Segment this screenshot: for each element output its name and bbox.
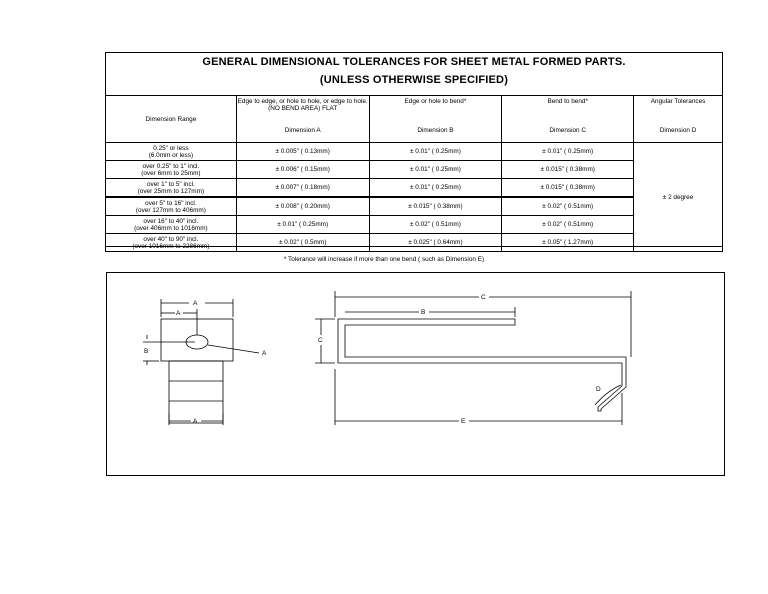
dim-b-cell: ± 0.01" ( 0.25mm) [369, 179, 502, 198]
dim-b-cell: ± 0.015" ( 0.38mm) [369, 197, 502, 216]
table-row [106, 234, 723, 252]
footnote: * Tolerance will increase if more than one bend ( such as Dimension E) [283, 256, 485, 263]
dim-a-cell: ± 0.007" ( 0.18mm) [236, 179, 369, 198]
dim-a-cell: ± 0.006" ( 0.15mm) [236, 161, 369, 179]
range-cell: over 0.25" to 1" incl. (over 6mm to 25mm) [106, 161, 237, 179]
label-c-top: C [481, 294, 486, 301]
label-a-inner: A [176, 310, 181, 317]
range-cell: over 5" to 16" incl. (over 127mm to 406mm) [106, 197, 237, 216]
label-a-bottom: A [193, 418, 198, 425]
dim-a-cell: ± 0.005" ( 0.13mm) [236, 143, 369, 161]
header-dimension-a: Edge to edge, or hole to hole, or edge to hole. (NO BEND AREA) FLAT Dimension A [236, 96, 369, 143]
dim-a-cell: ± 0.02" ( 0.5mm) [236, 234, 369, 252]
dim-b-cell: ± 0.01" ( 0.25mm) [369, 161, 502, 179]
profile-outline [338, 319, 626, 411]
dim-c-cell: ± 0.02" ( 0.51mm) [502, 216, 634, 234]
label-b-flat: B [144, 348, 149, 355]
dimension-diagram [106, 272, 725, 476]
label-c-side: C [318, 337, 323, 344]
range-cell: over 40" to 90" incl. (over 1016mm to 2286mm) [106, 234, 237, 252]
dim-c-cell: ± 0.015" ( 0.38mm) [502, 161, 634, 179]
angular-tolerance-cell: ± 2 degree [634, 143, 723, 252]
table-row [106, 197, 723, 216]
range-cell: over 16" to 40" incl. (over 406mm to 1016mm) [106, 216, 237, 234]
range-cell: 0.25" or less (6.0mm or less) [106, 143, 237, 161]
range-cell: over 1" to 5" incl. (over 25mm to 127mm) [106, 179, 237, 198]
table-row [106, 216, 723, 234]
dim-a-cell: ± 0.008" ( 0.20mm) [236, 197, 369, 216]
dim-a-cell: ± 0.01" ( 0.25mm) [236, 216, 369, 234]
dim-b-cell: ± 0.025" ( 0.64mm) [369, 234, 502, 252]
label-a-hole: A [262, 350, 267, 357]
header-dimension-c: Bend to bend* Dimension C [502, 96, 634, 143]
dim-c-cell: ± 0.01" ( 0.25mm) [502, 143, 634, 161]
tolerance-grid [105, 95, 723, 252]
header-range: Dimension Range [106, 96, 237, 143]
table-row [106, 161, 723, 179]
header-dimension-d: Angular Tolerances Dimension D [634, 96, 723, 143]
table-title: GENERAL DIMENSIONAL TOLERANCES FOR SHEET METAL FORMED PARTS. [202, 56, 626, 68]
dim-c-cell: ± 0.02" ( 0.51mm) [502, 197, 634, 216]
table-row [106, 179, 723, 198]
diagram-drawing [107, 273, 726, 477]
label-e: E [461, 418, 466, 425]
dim-b-cell: ± 0.01" ( 0.25mm) [369, 143, 502, 161]
label-d: D [596, 386, 601, 393]
table-subtitle: (UNLESS OTHERWISE SPECIFIED) [319, 74, 509, 86]
dim-b-cell: ± 0.02" ( 0.51mm) [369, 216, 502, 234]
label-a-top: A [193, 300, 198, 307]
header-dimension-b: Edge or hole to bend* Dimension B [369, 96, 502, 143]
tolerance-table [105, 52, 723, 250]
header-row [106, 96, 723, 143]
table-row [106, 143, 723, 161]
label-b-profile: B [421, 309, 426, 316]
dim-c-cell: ± 0.05" ( 1.27mm) [502, 234, 634, 252]
dim-c-cell: ± 0.015" ( 0.38mm) [502, 179, 634, 198]
